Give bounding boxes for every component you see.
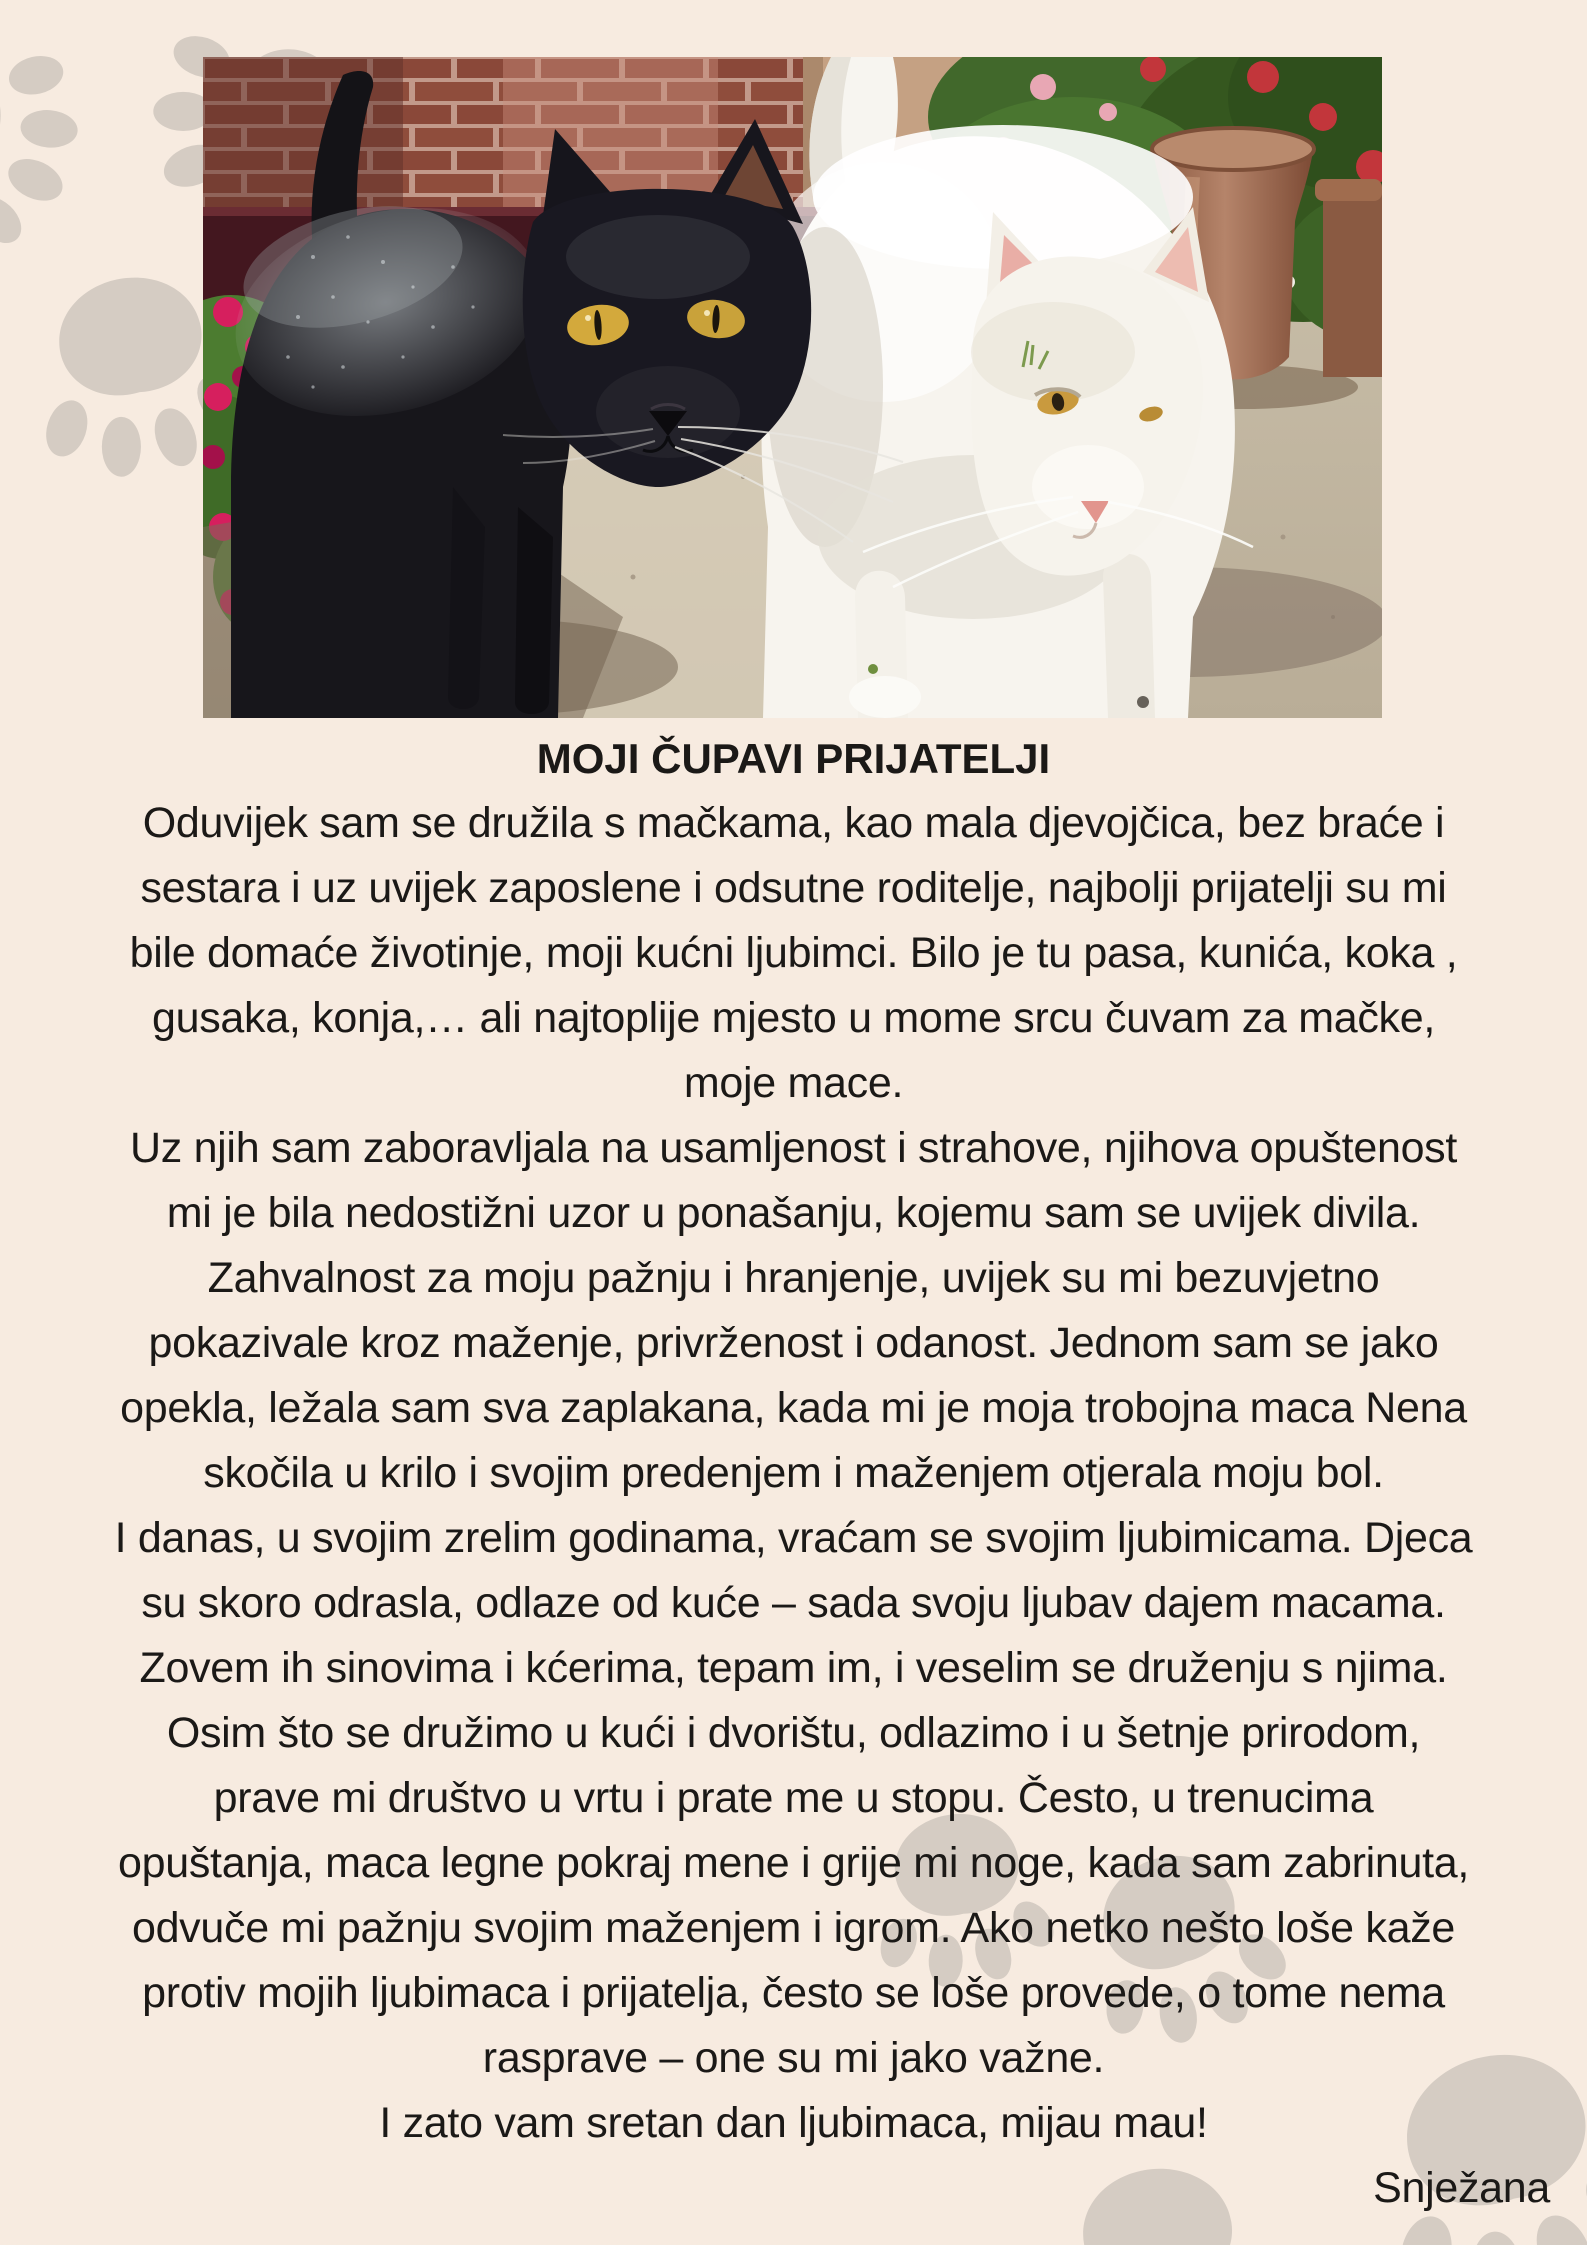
text-line: prave mi društvo u vrtu i prate me u stopu. Često, u trenucima — [213, 1774, 1374, 1822]
text-line: Oduvijek sam se družila s mačkama, kao mala djevojčica, bez braće i — [142, 799, 1445, 847]
text-line: Zovem ih sinovima i kćerima, tepam im, i veselim se druženju s njima. — [139, 1644, 1448, 1692]
text-line: protiv mojih ljubimaca i prijatelja, često se loše provede, o tome nema — [142, 1969, 1445, 2017]
text-line: moje mace. — [683, 1059, 904, 1107]
paw-print-decoration — [0, 0, 105, 269]
article-body — [33, 791, 1554, 2156]
text-line: bile domaće životinje, moji kućni ljubimci. Bilo je tu pasa, kunića, koka , — [129, 929, 1458, 977]
text-line: rasprave – one su mi jako važne. — [482, 2034, 1105, 2082]
text-line: opuštanja, maca legne pokraj mene i grije mi noge, kada sam zabrinuta, — [118, 1839, 1469, 1887]
text-line: pokazivale kroz maženje, privrženost i odanost. Jednom sam se jako — [148, 1319, 1439, 1367]
text-line: su skoro odrasla, odlaze od kuće – sada svoju ljubav dajem macama. — [141, 1579, 1446, 1627]
text-line: odvuče mi pažnju svojim maženjem i igrom. Ako netko nešto loše kaže — [131, 1904, 1456, 1952]
text-line: opekla, ležala sam sva zaplakana, kada mi je moja trobojna maca Nena — [120, 1384, 1467, 1432]
text-line: Zahvalnost za moju pažnju i hranjenje, uvijek su mi bezuvjetno — [207, 1254, 1380, 1302]
text-line: skočila u krilo i svojim predenjem i maženjem otjerala moju bol. — [203, 1449, 1384, 1497]
text-line: I zato vam sretan dan ljubimaca, mijau mau! — [379, 2099, 1208, 2147]
text-line: sestara i uz uvijek zaposlene i odsutne roditelje, najbolji prijatelji su mi — [140, 864, 1447, 912]
signature: Snježana — [1373, 2164, 1550, 2212]
text-line: Osim što se družimo u kući i dvorištu, odlazimo i u šetnje prirodom, — [166, 1709, 1421, 1757]
text-line: I danas, u svojim zrelim godinama, vraćam se svojim ljubimicama. Djeca — [114, 1514, 1473, 1562]
page-title: MOJI ČUPAVI PRIJATELJI — [536, 735, 1051, 782]
cats-photo — [203, 57, 1382, 718]
text-line: mi je bila nedostižni uzor u ponašanju, kojemu sam se uvijek divila. — [166, 1189, 1421, 1237]
article — [33, 726, 1554, 2221]
text-line: Uz njih sam zaboravljala na usamljenost i strahove, njihova opuštenost — [129, 1124, 1458, 1172]
text-line: gusaka, konja,… ali najtoplije mjesto u mome srcu čuvam za mačke, — [152, 994, 1435, 1042]
